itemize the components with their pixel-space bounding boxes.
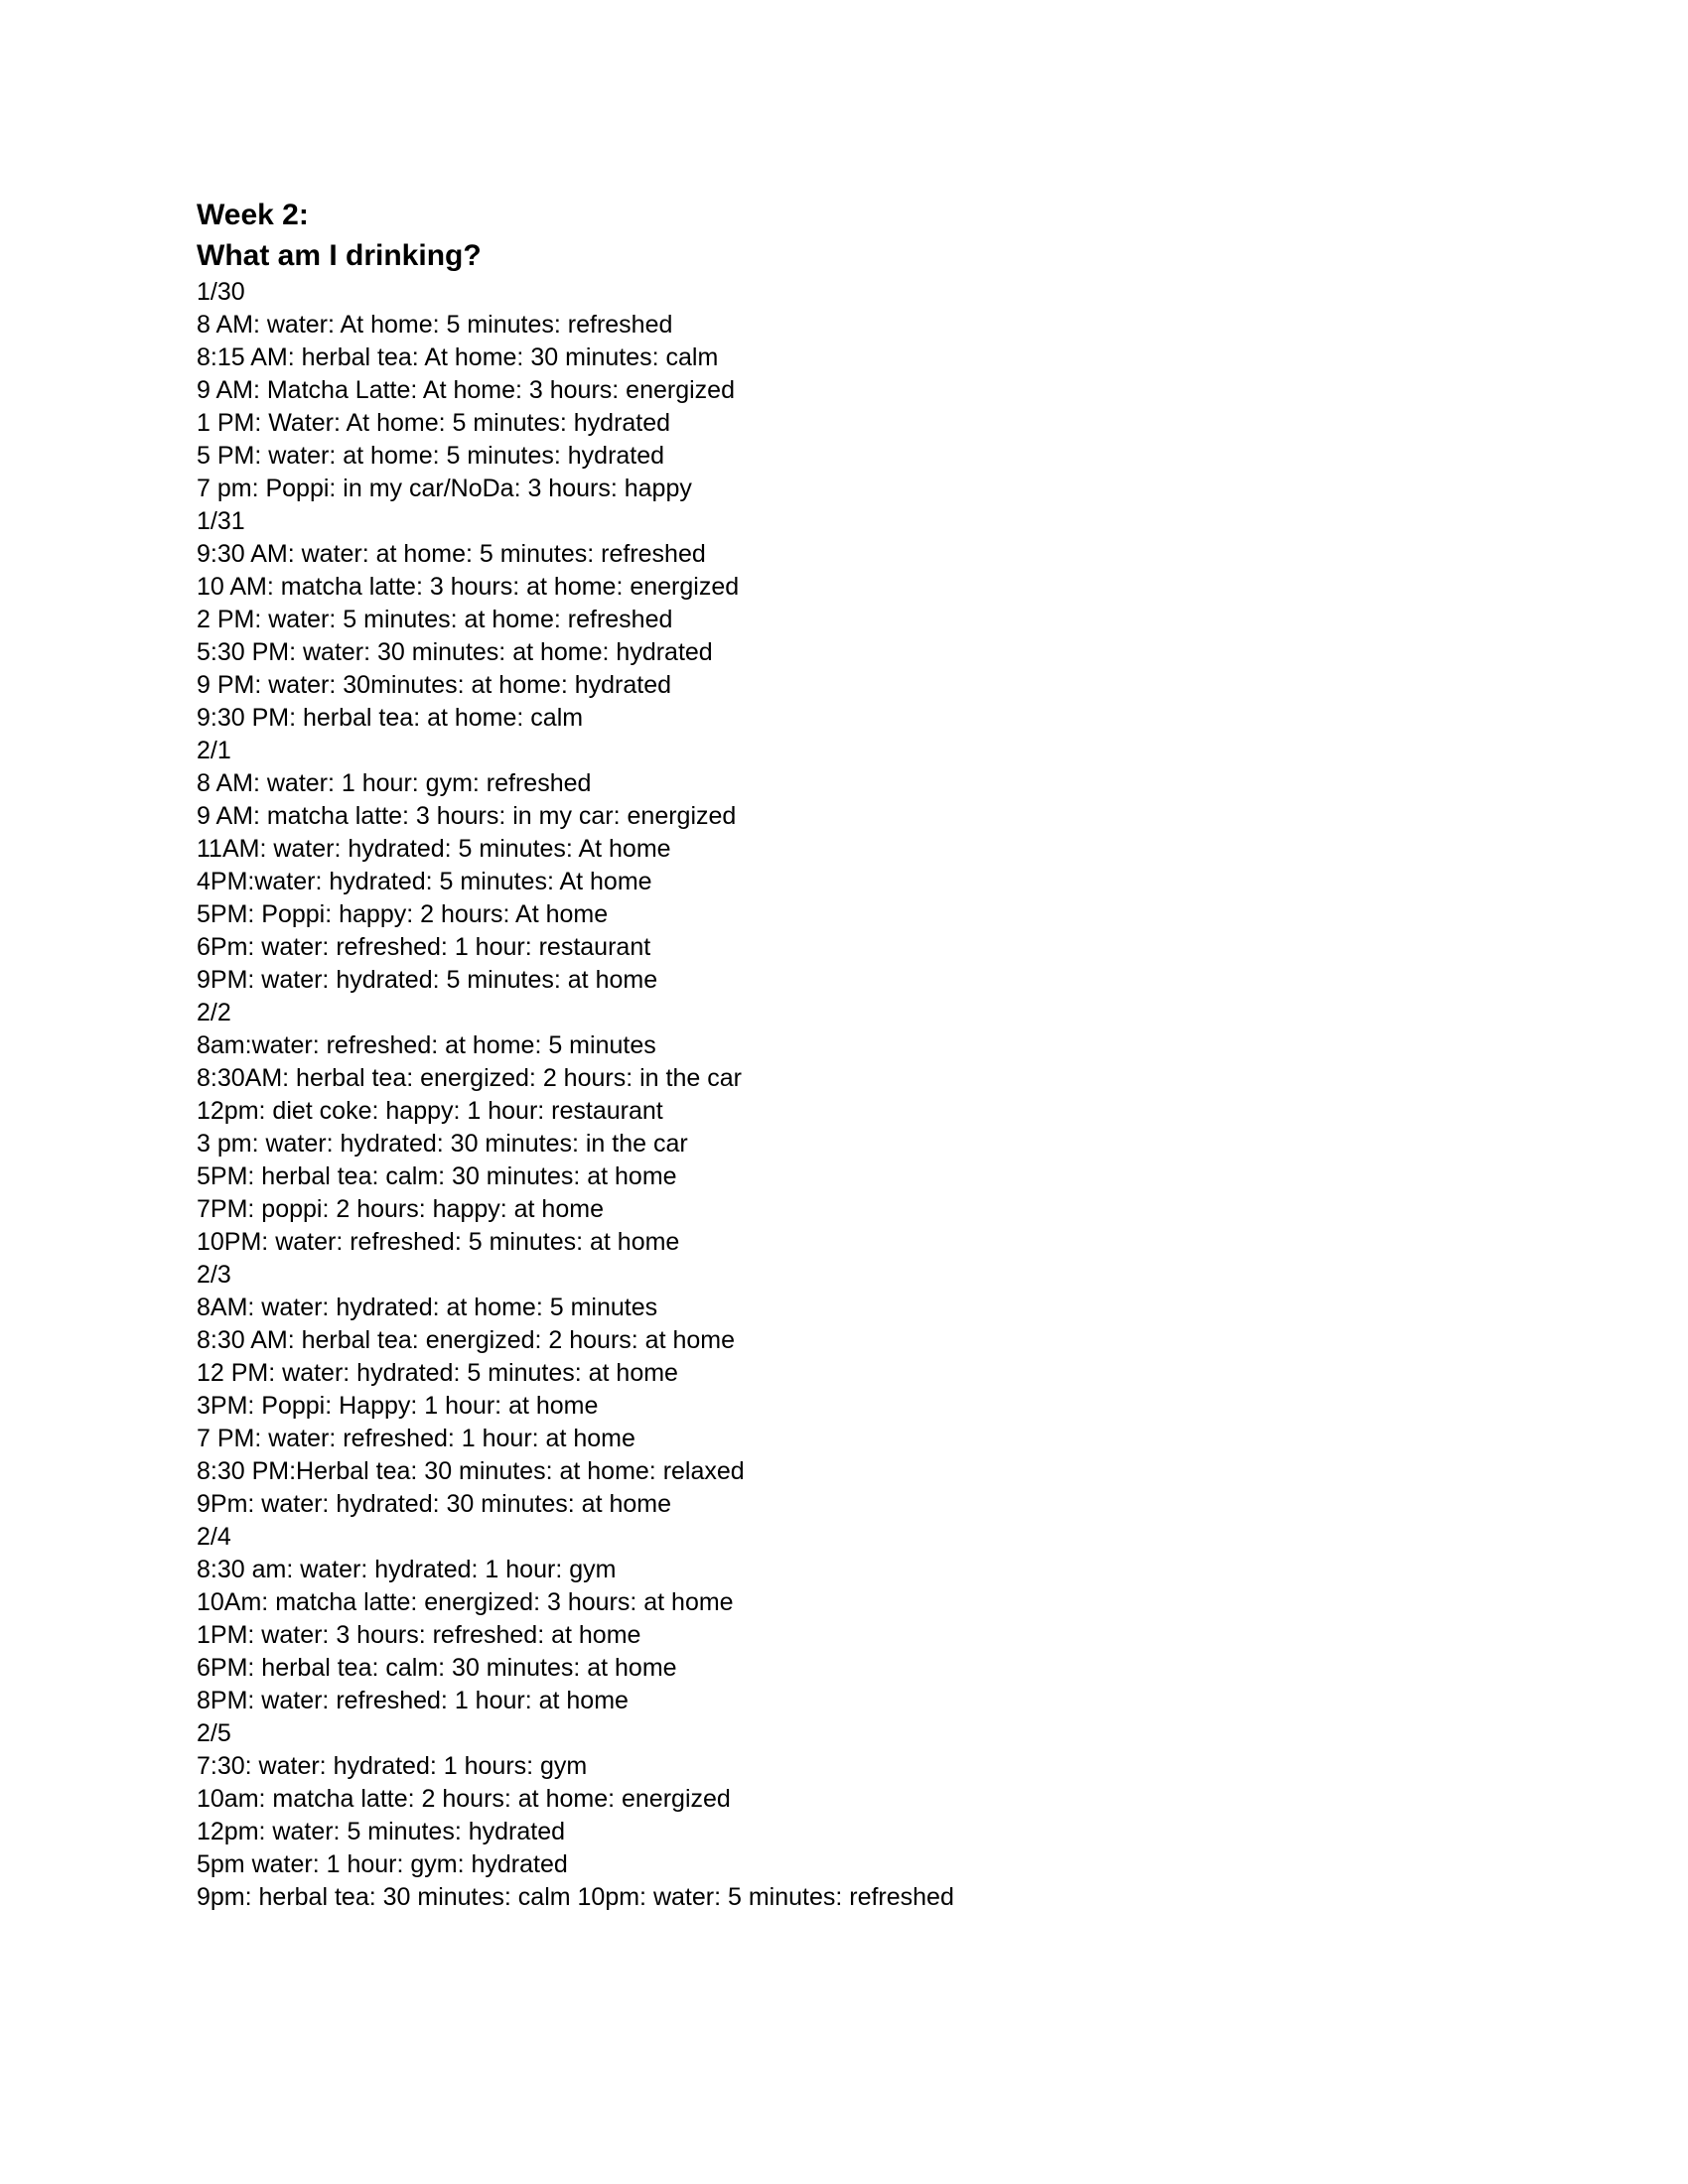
log-entry: 8:30AM: herbal tea: energized: 2 hours: in the car [197,1064,742,1092]
log-entry: 7 pm: Poppi: in my car/NoDa: 3 hours: happy [197,475,692,502]
log-entry: 9PM: water: hydrated: 5 minutes: at home [197,966,658,994]
log-entry: 9:30 PM: herbal tea: at home: calm [197,704,584,732]
log-entry: 3PM: Poppi: Happy: 1 hour: at home [197,1392,599,1420]
log-entry: 4PM:water: hydrated: 5 minutes: At home [197,868,652,895]
log-entry: 8:30 am: water: hydrated: 1 hour: gym [197,1556,617,1583]
log-entry: 6Pm: water: refreshed: 1 hour: restaurant [197,933,651,961]
document-body [197,195,1487,1914]
date-header: 2/1 [197,737,231,764]
log-entry: 8:30 AM: herbal tea: energized: 2 hours: at home [197,1326,736,1354]
log-entry: 7:30: water: hydrated: 1 hours: gym [197,1752,588,1780]
log-entry: 9:30 AM: water: at home: 5 minutes: refreshed [197,540,706,568]
log-entry: 7PM: poppi: 2 hours: happy: at home [197,1195,604,1223]
log-entry: 7 PM: water: refreshed: 1 hour: at home [197,1425,635,1452]
log-entry: 12pm: water: 5 minutes: hydrated [197,1818,566,1845]
log-entry: 10am: matcha latte: 2 hours: at home: energized [197,1785,731,1813]
drink-log [197,276,1487,1914]
log-entry: 12 PM: water: hydrated: 5 minutes: at home [197,1359,678,1387]
log-entry: 9 AM: Matcha Latte: At home: 3 hours: energized [197,376,735,404]
log-entry: 6PM: herbal tea: calm: 30 minutes: at home [197,1654,677,1682]
log-entry: 8:15 AM: herbal tea: At home: 30 minutes: calm [197,343,719,371]
log-entry: 5:30 PM: water: 30 minutes: at home: hydrated [197,638,713,666]
page-subheading: What am I drinking? [197,239,482,272]
log-entry: 8:30 PM:Herbal tea: 30 minutes: at home: relaxed [197,1457,745,1485]
log-entry: 10Am: matcha latte: energized: 3 hours: at home [197,1588,734,1616]
date-header: 2/4 [197,1523,231,1551]
date-header: 1/31 [197,507,245,535]
log-entry: 9 PM: water: 30minutes: at home: hydrated [197,671,672,699]
log-entry: 5PM: Poppi: happy: 2 hours: At home [197,900,609,928]
log-entry: 10PM: water: refreshed: 5 minutes: at home [197,1228,680,1256]
log-entry: 1PM: water: 3 hours: refreshed: at home [197,1621,641,1649]
date-header: 2/5 [197,1719,231,1747]
page-heading: Week 2: [197,199,309,231]
log-entry: 3 pm: water: hydrated: 30 minutes: in the car [197,1130,688,1158]
log-entry: 1 PM: Water: At home: 5 minutes: hydrated [197,409,671,437]
date-header: 1/30 [197,278,245,306]
log-entry: 5PM: herbal tea: calm: 30 minutes: at home [197,1162,677,1190]
date-header: 2/2 [197,999,231,1026]
log-entry: 9 AM: matcha latte: 3 hours: in my car: energized [197,802,737,830]
date-header: 2/3 [197,1261,231,1289]
log-entry: 5 PM: water: at home: 5 minutes: hydrated [197,442,665,470]
log-entry: 2 PM: water: 5 minutes: at home: refreshed [197,606,673,633]
log-entry: 11AM: water: hydrated: 5 minutes: At home [197,835,671,863]
log-entry: 8 AM: water: 1 hour: gym: refreshed [197,769,592,797]
log-entry: 5pm water: 1 hour: gym: hydrated [197,1850,568,1878]
log-entry: 8am:water: refreshed: at home: 5 minutes [197,1031,656,1059]
log-entry: 9pm: herbal tea: 30 minutes: calm 10pm: water: 5 minutes: refreshed [197,1883,954,1911]
log-entry: 12pm: diet coke: happy: 1 hour: restaurant [197,1097,663,1125]
log-entry: 8PM: water: refreshed: 1 hour: at home [197,1687,629,1714]
log-entry: 8AM: water: hydrated: at home: 5 minutes [197,1294,658,1321]
log-entry: 8 AM: water: At home: 5 minutes: refreshed [197,311,673,339]
log-entry: 10 AM: matcha latte: 3 hours: at home: energized [197,573,740,601]
log-entry: 9Pm: water: hydrated: 30 minutes: at home [197,1490,672,1518]
